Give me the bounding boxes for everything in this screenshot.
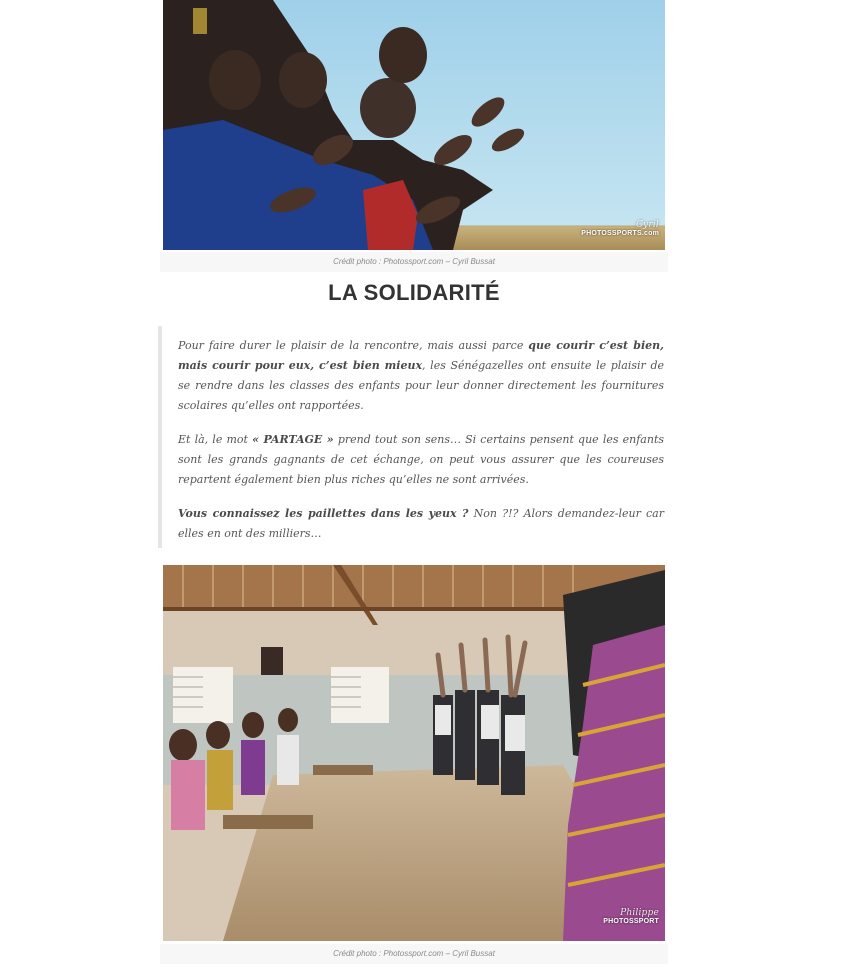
photo-classroom-graphic (163, 565, 665, 941)
section-title: LA SOLIDARITÉ (328, 280, 500, 305)
p2-text-2: prend tout son sens… Si certains pensent que les enfants sont les grands gagnants de cet échange, on peut vous assurer que les coureuses repartent également bien plus riches qu’elles ne sont arrivées. (178, 433, 665, 486)
photo-watermark (603, 908, 659, 925)
p1-bold-1: que courir c’est bien, mais courir pour eux, c’est bien mieux (178, 339, 665, 372)
p1-text-2: , les Sénégazelles ont ensuite le plaisir de se rendre dans les classes des enfants pour leur donner directement les fournitures scolaires qu’elles ont rapportées. (178, 359, 664, 412)
photo-caption: Crédit photo : Photossport.com – Cyril Bussat (160, 252, 668, 272)
p2-text-1: Et là, le mot (178, 433, 253, 446)
quote-block (158, 326, 664, 548)
figure-children-clapping (160, 0, 668, 272)
p2-bold-1: « PARTAGE » (252, 433, 334, 446)
p3-text-1: Non ?!? Alors demandez-leur car elles en ont des milliers… (178, 507, 664, 540)
paragraph-3 (178, 504, 664, 544)
p1-text-1: Pour faire durer le plaisir de la rencontre, mais aussi parce (178, 339, 529, 352)
p3-bold-1: Vous connaissez les paillettes dans les yeux ? (178, 507, 469, 520)
photographer-signature: Philippe (620, 908, 659, 918)
figure-classroom (160, 565, 668, 965)
watermark-text: PHOTOSSPORTS.com (581, 230, 659, 237)
photo-watermark (581, 220, 659, 237)
watermark-text: PHOTOSSPORT (603, 918, 659, 925)
photo-children-clapping-graphic (163, 0, 665, 250)
photo-caption: Crédit photo : Photossport.com – Cyril Bussat (160, 944, 668, 964)
photo-children-clapping[interactable] (163, 0, 665, 250)
photographer-signature: Cyril (635, 220, 659, 230)
photo-classroom[interactable] (163, 565, 665, 941)
paragraph-2 (178, 430, 664, 490)
paragraph-1 (178, 336, 664, 416)
